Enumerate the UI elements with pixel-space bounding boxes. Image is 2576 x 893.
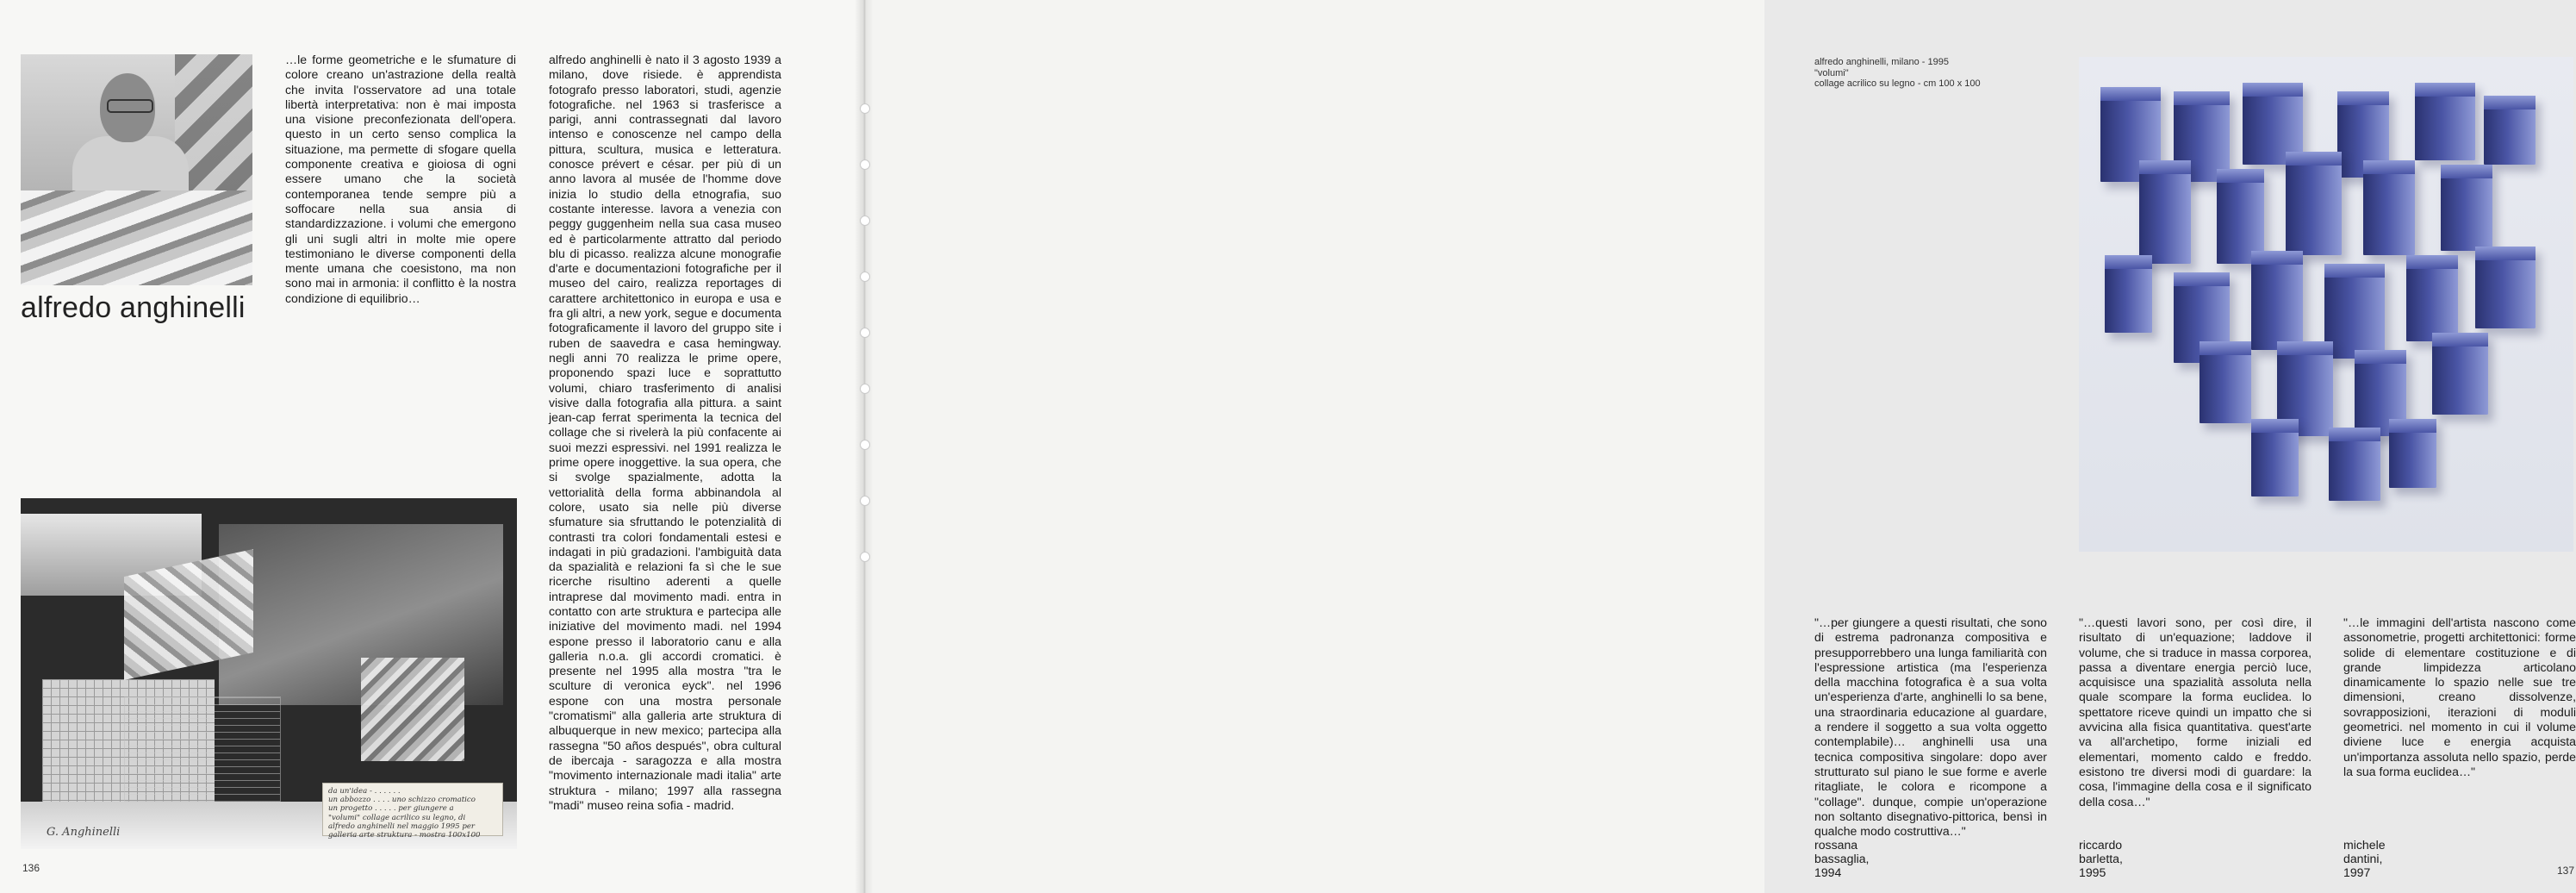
collage-artwork-image	[21, 498, 517, 849]
caption-line-3: collage acrilico su legno - cm 100 x 100	[1814, 78, 1981, 90]
artwork-bar	[2251, 251, 2303, 350]
intro-text: …le forme geometriche e le sfumature di colore creano un'astrazione della realtà che invita l'osservatore ad una totale libertà interpretativa: non è mai imposta una visione preconfezionata dell'opera. questo in un certo senso complica la situazione, ma permette di sfogare quella componente creativa e gioiosa di ogni essere umano che la società contemporanea tende sempre più a soffocare nella sua ansia di standardizzazione. i volumi che emergono gli uni sugli altri in molte mie opere testimoniano le diverse componenti della mente umana che coesistono, ma non sono mai in armonia: il conflitto è la nostra condizione di equilibrio…	[285, 53, 520, 305]
artwork-bar-top-face	[2415, 83, 2475, 97]
artwork-bar	[2324, 264, 2385, 359]
artwork-bar	[2200, 341, 2251, 423]
artwork-bar-top-face	[2484, 96, 2536, 109]
artwork-bar	[2363, 160, 2415, 255]
artwork-bar-top-face	[2174, 91, 2230, 105]
quote-1-author: rossana bassaglia, 1994	[1814, 838, 1870, 879]
artwork-bar	[2484, 96, 2536, 165]
artwork-bar-top-face	[2277, 341, 2333, 355]
artwork-bar-top-face	[2329, 428, 2380, 441]
artwork-bar-top-face	[2389, 419, 2436, 433]
artwork-bar	[2441, 165, 2492, 251]
artwork-bar-top-face	[2100, 87, 2161, 101]
artwork-bar-top-face	[2105, 255, 2152, 269]
artwork-bar	[2217, 169, 2264, 264]
collage-handwritten-note: da un'idea - . . . . . . un abbozzo . . . . uno schizzo cromatico un progetto . . . . . per giungere a "volumi" collage acrilico su legno, di alfredo anghinelli nel maggio 1995 per galleria arte struktura - mostra 100x100	[322, 783, 503, 836]
artwork-bar-top-face	[2432, 333, 2488, 347]
artwork-bar-top-face	[2355, 350, 2406, 364]
artwork-bar	[2406, 255, 2458, 341]
biography-text: alfredo anghinelli è nato il 3 agosto 1939 a milano, dove risiede. è apprendista fotografo presso laboratori, studi, agenzie fotografiche. nel 1963 si trasferisce a parigi, anni contrassegnati dal lavoro intenso e conoscenze nel campo della pittura, scultura, musica e letteratura. conosce prévert e césar. per più di un anno lavora al musée de l'homme dove inizia lo studio della etnografia, suo costante interesse. lavora a venezia con peggy guggenheim nella sua casa museo ed è particolarmente attratto dal periodo blu di picasso. realizza alcune monografie d'arte e documentazioni fotografiche per il museo del cairo, realizza reportages di carattere architettonico in europa e usa e fra gli altri, a new york, segue e documenta fotograficamente il lavoro del gruppo site i ruben de saavedra e casa hemingway. negli anni 70 realizza le prime opere, proponendo spazi luce e soprattutto volumi, chiaro trasferimento di analisi visive dalla fotografia alla pittura. a saint jean-cap ferrat sperimenta la tecnica del collage che si rivelerà la più confacente ai suoi mezzi espressivi. nel 1991 realizza le prime opere inoggettive. la sua opera, che si svolge spazialmente, adotta la vettorialità della forma abbinandola al colore, usato sia nelle più diverse sfumature sia sfruttando le potenzialità di contrasti tra colori fondamentali estesi e indagati in più gradazioni. l'ambiguità data da spazialità e relazioni fa sì che le sue ricerche risultino aderenti a quelle intraprese dal movimento madi. entra in contatto con arte struktura e partecipa alle iniziative del movimento madi. nel 1994 espone presso il laboratorio canu e alla galleria n.o.a. gli accordi cromatici. è presente nel 1995 alla mostra "tra le sculture di veronica eyck". nel 1996 espone con una mostra personale "cromatismi" alla galleria arte struktura di albuquerque in new mexico; partecipa alla rassegna "50 años después", obra cultural de ibercaja - saragozza e alla mostra "movimento internazionale madi italia" arte struktura - milano; 1997 alla rassegna "madi" museo reina sofia - madrid.	[549, 53, 785, 812]
artist-name-heading: alfredo anghinelli	[21, 291, 246, 324]
artwork-bar-top-face	[2441, 165, 2492, 178]
quote-1-text: "…per giungere a questi risultati, che sono di estrema padronanza compositiva e presupporrebbero una lunga familiarità con l'espressione artistica (ma l'esperienza della macchina fotografica è a sua volta un'esperienza d'arte, anghinelli lo sa bene, una straordinaria educazione al guardare, a rendere il soggetto a sua volta oggetto contemplabile)… anghinelli usa una tecnica compositiva singolare: dopo aver strutturato sul piano le sue forme e averle ritagliate, le colora e ricompone a "collage". dunque, compie un'operazione non soltanto disegnativo-pittorica, bensì in qualche modo costruttiva…"	[1814, 615, 2050, 839]
binding-hole	[860, 440, 870, 450]
artwork-bar	[2105, 255, 2152, 333]
volumi-artwork-image	[2079, 57, 2573, 552]
artwork-bar-top-face	[2363, 160, 2415, 174]
artwork-bar	[2139, 160, 2191, 264]
binding-hole	[860, 328, 870, 338]
artwork-bar-top-face	[2217, 169, 2264, 183]
artwork-bar	[2389, 419, 2436, 488]
caption-line-2: "volumi"	[1814, 67, 1849, 78]
artist-portrait-photo	[21, 54, 252, 285]
artwork-bar-top-face	[2337, 91, 2389, 105]
quote-3-author: michele dantini, 1997	[2343, 838, 2386, 879]
artwork-bar	[2329, 428, 2380, 501]
right-page	[864, 0, 2576, 893]
artwork-bar-top-face	[2200, 341, 2251, 355]
artwork-bar-top-face	[2324, 264, 2385, 278]
binding-hole	[860, 272, 870, 282]
quote-2-text: "…questi lavori sono, per così dire, il risultato di un'equazione; laddove il volume, che si traduce in massa corporea, passa a diventare energia perciò luce, acquisisce una spazialità assoluta nella quale scompare la forma euclidea. lo spettatore riceve quindi un impatto che si avvicina alla fisica quantitativa. quest'arte va all'archetipo, forme iniziali ed elementari, momento caldo e freddo. esistono tre diversi modi di guardare: la cosa, l'immagine della cosa e il significato della cosa…"	[2079, 615, 2315, 809]
left-page	[0, 0, 864, 893]
artwork-bar	[2475, 247, 2536, 328]
binding-hole	[860, 159, 870, 170]
binding-hole	[860, 384, 870, 394]
binding-hole	[860, 496, 870, 506]
page-number-right: 137	[2557, 865, 2575, 877]
quote-2-author: riccardo barletta, 1995	[2079, 838, 2123, 879]
artwork-bar-top-face	[2406, 255, 2458, 269]
artwork-bar-top-face	[2139, 160, 2191, 174]
collage-signature: G. Anghinelli	[47, 826, 121, 839]
artwork-caption	[1814, 57, 1981, 90]
binding-hole	[860, 552, 870, 562]
artwork-bar	[2251, 419, 2299, 496]
caption-line-1: alfredo anghinelli, milano - 1995	[1814, 57, 1949, 67]
binding-hole	[860, 215, 870, 226]
quote-3-text: "…le immagini dell'artista nascono come assonometrie, progetti architettonici: forme solide di elementare costituzione e di grande limpidezza articolano dinamicamente lo spazio nelle sue tre dimensioni, creano dissolvenze, sovrapposizioni, iterazioni di moduli geometrici. nel momento in cui il volume diviene luce e energia acquista un'importanza assoluta nello spazio, perde la sua forma euclidea…"	[2343, 615, 2576, 778]
artwork-bar-top-face	[2251, 419, 2299, 433]
artwork-bar-top-face	[2243, 83, 2303, 97]
artwork-bar-top-face	[2174, 272, 2230, 286]
artwork-bar-top-face	[2475, 247, 2536, 260]
artwork-bar-top-face	[2286, 152, 2342, 165]
artwork-bar-top-face	[2251, 251, 2303, 265]
artwork-bar	[2286, 152, 2342, 255]
artwork-bar	[2432, 333, 2488, 415]
artwork-bar	[2415, 83, 2475, 160]
page-number-left: 136	[22, 862, 40, 874]
binding-hole	[860, 103, 870, 114]
